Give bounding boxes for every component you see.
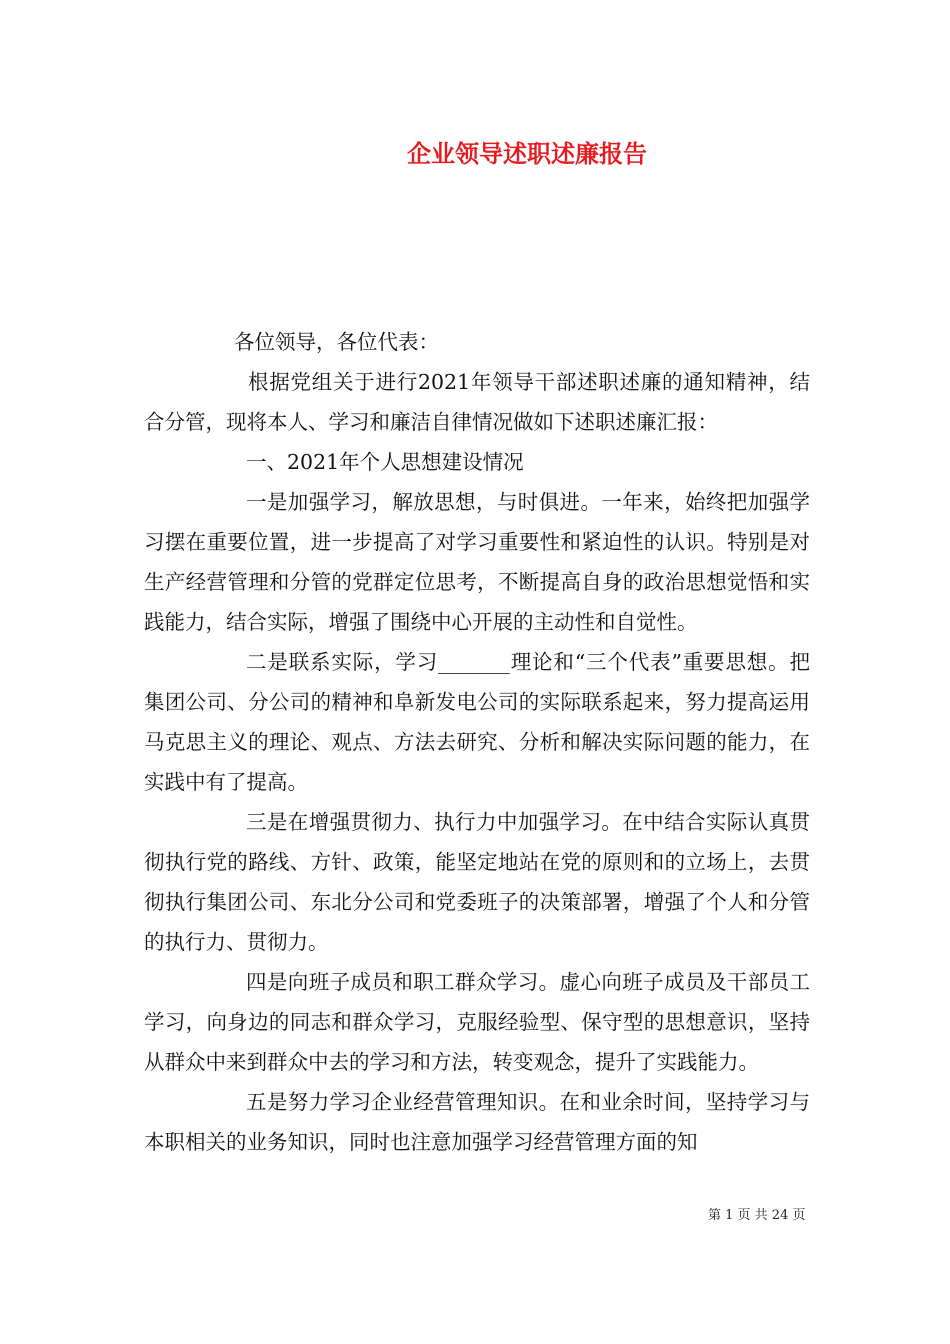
paragraph-intro: 根据党组关于进行2021年领导干部述职述廉的通知精神，结合分管，现将本人、学习和廉洁自律情况做如下述职述廉汇报： [144, 370, 810, 434]
paragraph-1: 一是加强学习，解放思想，与时俱进。一年来，始终把加强学习摆在重要位置，进一步提高了对学习重要性和紧迫性的认识。特别是对生产经营管理和分管的党群定位思考，不断提高自身的政治思想觉悟和实践能力，结合实际，增强了围绕中心开展的主动性和自觉性。 [144, 490, 810, 634]
section-heading: 一、2021年个人思想建设情况 [246, 450, 524, 474]
document-body [144, 322, 810, 1162]
salutation: 各位领导，各位代表： [234, 330, 439, 354]
paragraph-5: 五是努力学习企业经营管理知识。在和业余时间，坚持学习与本职相关的业务知识，同时也注意加强学习经营管理方面的知 [144, 1090, 810, 1154]
paragraph-3: 三是在增强贯彻力、执行力中加强学习。在中结合实际认真贯彻执行党的路线、方针、政策，能坚定地站在党的原则和的立场上，去贯彻执行集团公司、东北分公司和党委班子的决策部署，增强了个人和分管的执行力、贯彻力。 [144, 810, 810, 954]
document-title: 企业领导述职述廉报告 [407, 139, 647, 168]
paragraph-4: 四是向班子成员和职工群众学习。虚心向班子成员及干部员工学习，向身边的同志和群众学习，克服经验型、保守型的思想意识，坚持从群众中来到群众中去的学习和方法，转变观念，提升了实践能力。 [144, 970, 810, 1074]
page-footer: 第 1 页 共 24 页 [708, 1208, 806, 1223]
paragraph-2: 二是联系实际，学习_______理论和“三个代表”重要思想。把集团公司、分公司的精神和阜新发电公司的实际联系起来，努力提高运用马克思主义的理论、观点、方法去研究、分析和解决实际问题的能力，在实践中有了提高。 [144, 650, 810, 794]
